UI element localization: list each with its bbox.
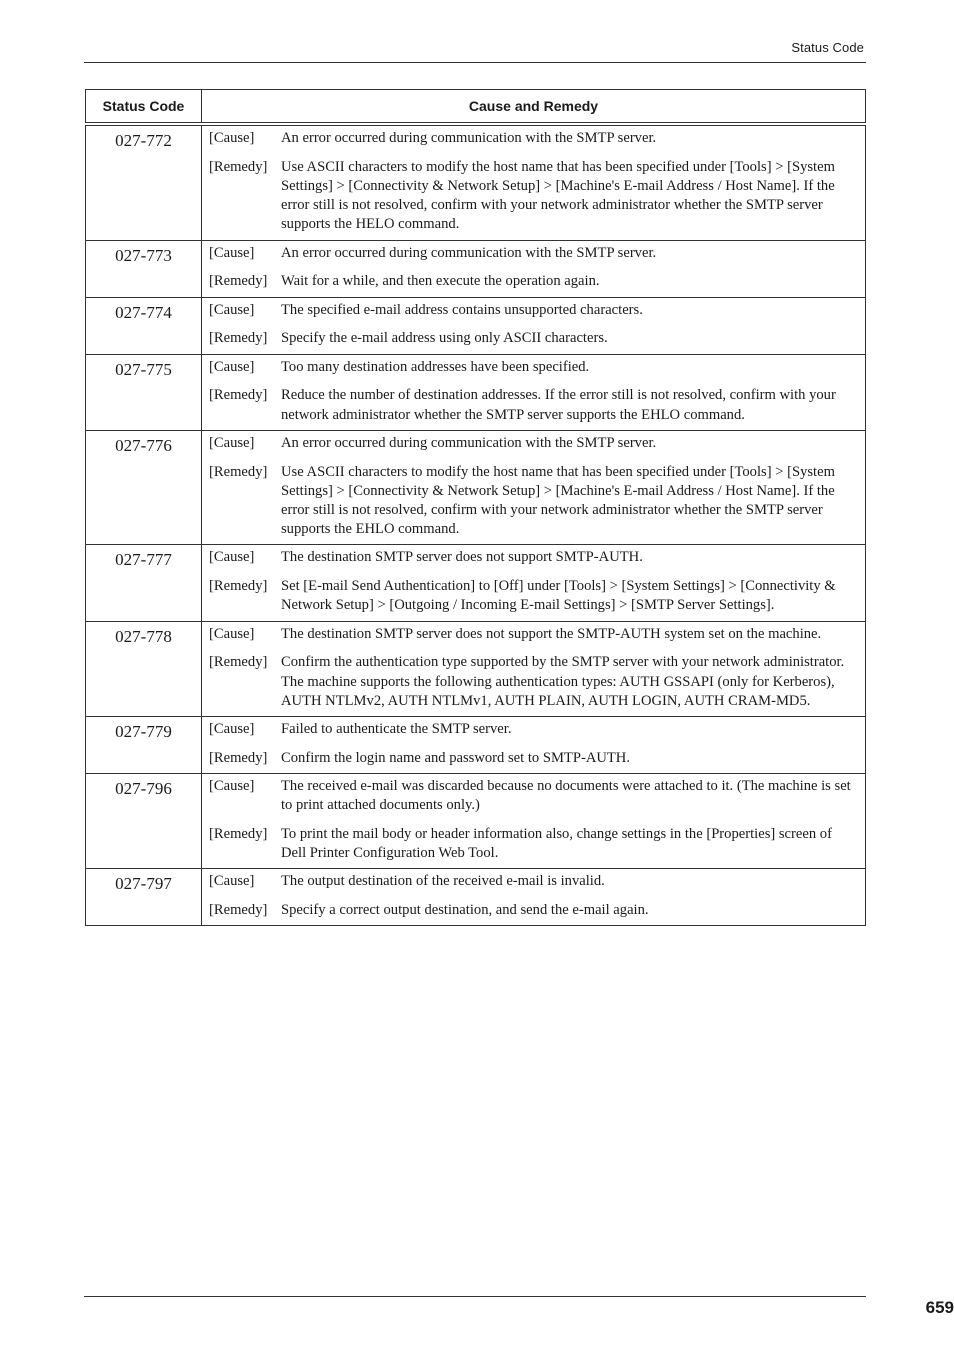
remedy-entry xyxy=(202,386,865,424)
table-row xyxy=(86,545,866,621)
entry-text: Specify the e-mail address using only ASCII characters. xyxy=(281,330,608,347)
remedy-entry xyxy=(202,901,865,920)
entry-text: Confirm the authentication type supported by the SMTP server with your network administrator. The machine supports the following authentication types: AUTH GSSAPI (only for Kerberos), AUTH NTLMv2, AUTH NTLMv1, AUTH PLAIN, AUTH LOGIN, AUTH CRAM-MD5. xyxy=(281,654,845,709)
table-row xyxy=(86,124,866,240)
cause-remedy-cell xyxy=(202,297,866,354)
table-body xyxy=(86,124,866,926)
entry-text: The specified e-mail address contains unsupported characters. xyxy=(281,301,643,318)
status-code-cell xyxy=(86,774,202,869)
cause-entry xyxy=(202,777,865,815)
entry-tag: [Remedy] xyxy=(209,826,268,843)
cause-entry xyxy=(202,872,865,891)
status-code-cell xyxy=(86,545,202,621)
entry-text: The received e-mail was discarded because no documents were attached to it. (The machine is set to print attached documents only.) xyxy=(281,778,851,814)
status-code-table xyxy=(85,89,866,926)
entry-text: An error occurred during communication with the SMTP server. xyxy=(281,244,657,261)
status-code-cell xyxy=(86,354,202,430)
entry-tag: [Cause] xyxy=(209,434,255,451)
cause-remedy-cell xyxy=(202,240,866,297)
cause-entry xyxy=(202,434,865,453)
entry-text: The destination SMTP server does not support SMTP-AUTH. xyxy=(281,549,643,566)
status-code-cell xyxy=(86,430,202,545)
remedy-entry xyxy=(202,825,865,863)
entry-text: To print the mail body or header information also, change settings in the [Properties] screen of Dell Printer Configuration Web Tool. xyxy=(281,826,832,862)
entry-tag: [Remedy] xyxy=(209,749,268,766)
status-code-cell xyxy=(86,124,202,240)
entry-text: An error occurred during communication with the SMTP server. xyxy=(281,130,657,146)
status-code: 027-797 xyxy=(115,874,172,894)
entry-tag: [Remedy] xyxy=(209,330,268,347)
cause-remedy-cell xyxy=(202,621,866,716)
entry-text: Reduce the number of destination addresses. If the error still is not resolved, confirm with your network administrator whether the SMTP server supports the EHLO command. xyxy=(281,387,836,423)
cause-remedy-cell xyxy=(202,545,866,621)
entry-text: An error occurred during communication with the SMTP server. xyxy=(281,434,657,451)
cause-remedy-cell xyxy=(202,430,866,545)
entry-text: The destination SMTP server does not support the SMTP-AUTH system set on the machine. xyxy=(281,625,822,642)
status-code: 027-772 xyxy=(115,131,172,150)
table-row xyxy=(86,869,866,926)
entry-tag: [Cause] xyxy=(209,549,255,566)
table-row xyxy=(86,621,866,716)
entry-text: Too many destination addresses have been specified. xyxy=(281,358,590,375)
entry-tag: [Cause] xyxy=(209,244,255,261)
table-row xyxy=(86,354,866,430)
cause-remedy-cell xyxy=(202,124,866,240)
cause-entry xyxy=(202,358,865,377)
status-code: 027-776 xyxy=(115,435,172,455)
status-code: 027-779 xyxy=(115,722,172,742)
status-code-cell xyxy=(86,717,202,774)
table-row xyxy=(86,297,866,354)
table-row xyxy=(86,240,866,297)
entry-tag: [Cause] xyxy=(209,130,255,146)
entry-text: Use ASCII characters to modify the host name that has been specified under [Tools] > [System Settings] > [Connectivity & Network Setup] > [Machine's E-mail Address / Host Name]. If the error still is not resolved, confirm with your network administrator whether the SMTP server supports the EHLO command. xyxy=(281,463,835,538)
status-code: 027-774 xyxy=(115,302,172,322)
cause-remedy-cell xyxy=(202,774,866,869)
page-number: 659 xyxy=(925,1298,954,1317)
remedy-entry xyxy=(202,577,865,615)
entry-tag: [Remedy] xyxy=(209,387,268,404)
cause-remedy-cell xyxy=(202,869,866,926)
cause-entry xyxy=(202,244,865,263)
entry-tag: [Remedy] xyxy=(209,902,268,919)
entry-text: Confirm the login name and password set to SMTP-AUTH. xyxy=(281,749,630,766)
remedy-entry xyxy=(202,749,865,768)
entry-text: The output destination of the received e-mail is invalid. xyxy=(281,873,605,890)
cause-entry xyxy=(202,129,865,148)
entry-tag: [Cause] xyxy=(209,873,255,890)
entry-tag: [Cause] xyxy=(209,721,255,738)
entry-tag: [Remedy] xyxy=(209,578,268,595)
remedy-entry xyxy=(202,463,865,540)
status-code: 027-775 xyxy=(115,359,172,379)
section-title: Status Code xyxy=(791,40,864,55)
status-code: 027-777 xyxy=(115,550,172,570)
status-code-cell xyxy=(86,621,202,716)
status-code: 027-773 xyxy=(115,245,172,265)
entry-tag: [Remedy] xyxy=(209,158,268,175)
column-header-cause-and-remedy: Cause and Remedy xyxy=(202,90,866,125)
cause-entry xyxy=(202,548,865,567)
entry-tag: [Cause] xyxy=(209,301,255,318)
cause-entry xyxy=(202,625,865,644)
entry-tag: [Remedy] xyxy=(209,273,268,290)
remedy-entry xyxy=(202,653,865,711)
column-header-status-code: Status Code xyxy=(86,90,202,125)
cause-remedy-cell xyxy=(202,717,866,774)
entry-tag: [Remedy] xyxy=(209,463,268,480)
status-code: 027-796 xyxy=(115,779,172,799)
status-code-cell xyxy=(86,240,202,297)
entry-tag: [Cause] xyxy=(209,778,255,795)
cause-remedy-cell xyxy=(202,354,866,430)
entry-text: Use ASCII characters to modify the host name that has been specified under [Tools] > [System Settings] > [Connectivity & Network Setup] > [Machine's E-mail Address / Host Name]. If the error still is not resolved, confirm with your network administrator whether the SMTP server supports the HELO command. xyxy=(281,158,835,233)
remedy-entry xyxy=(202,272,865,291)
entry-text: Specify a correct output destination, and send the e-mail again. xyxy=(281,902,649,919)
cause-entry xyxy=(202,301,865,320)
table-row xyxy=(86,774,866,869)
entry-text: Wait for a while, and then execute the operation again. xyxy=(281,273,600,290)
page-header xyxy=(84,0,866,63)
status-code: 027-778 xyxy=(115,626,172,646)
cause-entry xyxy=(202,720,865,739)
entry-tag: [Cause] xyxy=(209,358,255,375)
table-row xyxy=(86,717,866,774)
entry-text: Set [E-mail Send Authentication] to [Off] under [Tools] > [System Settings] > [Connectivity & Network Setup] > [Outgoing / Incoming E-mail Settings] > [SMTP Server Settings]. xyxy=(281,578,836,614)
entry-tag: [Cause] xyxy=(209,625,255,642)
entry-text: Failed to authenticate the SMTP server. xyxy=(281,721,512,738)
table-row xyxy=(86,430,866,545)
status-code-cell xyxy=(86,297,202,354)
remedy-entry xyxy=(202,158,865,235)
entry-tag: [Remedy] xyxy=(209,654,268,671)
remedy-entry xyxy=(202,329,865,348)
page-footer-rule xyxy=(84,1296,866,1297)
table-header-row xyxy=(86,90,866,125)
status-code-cell xyxy=(86,869,202,926)
